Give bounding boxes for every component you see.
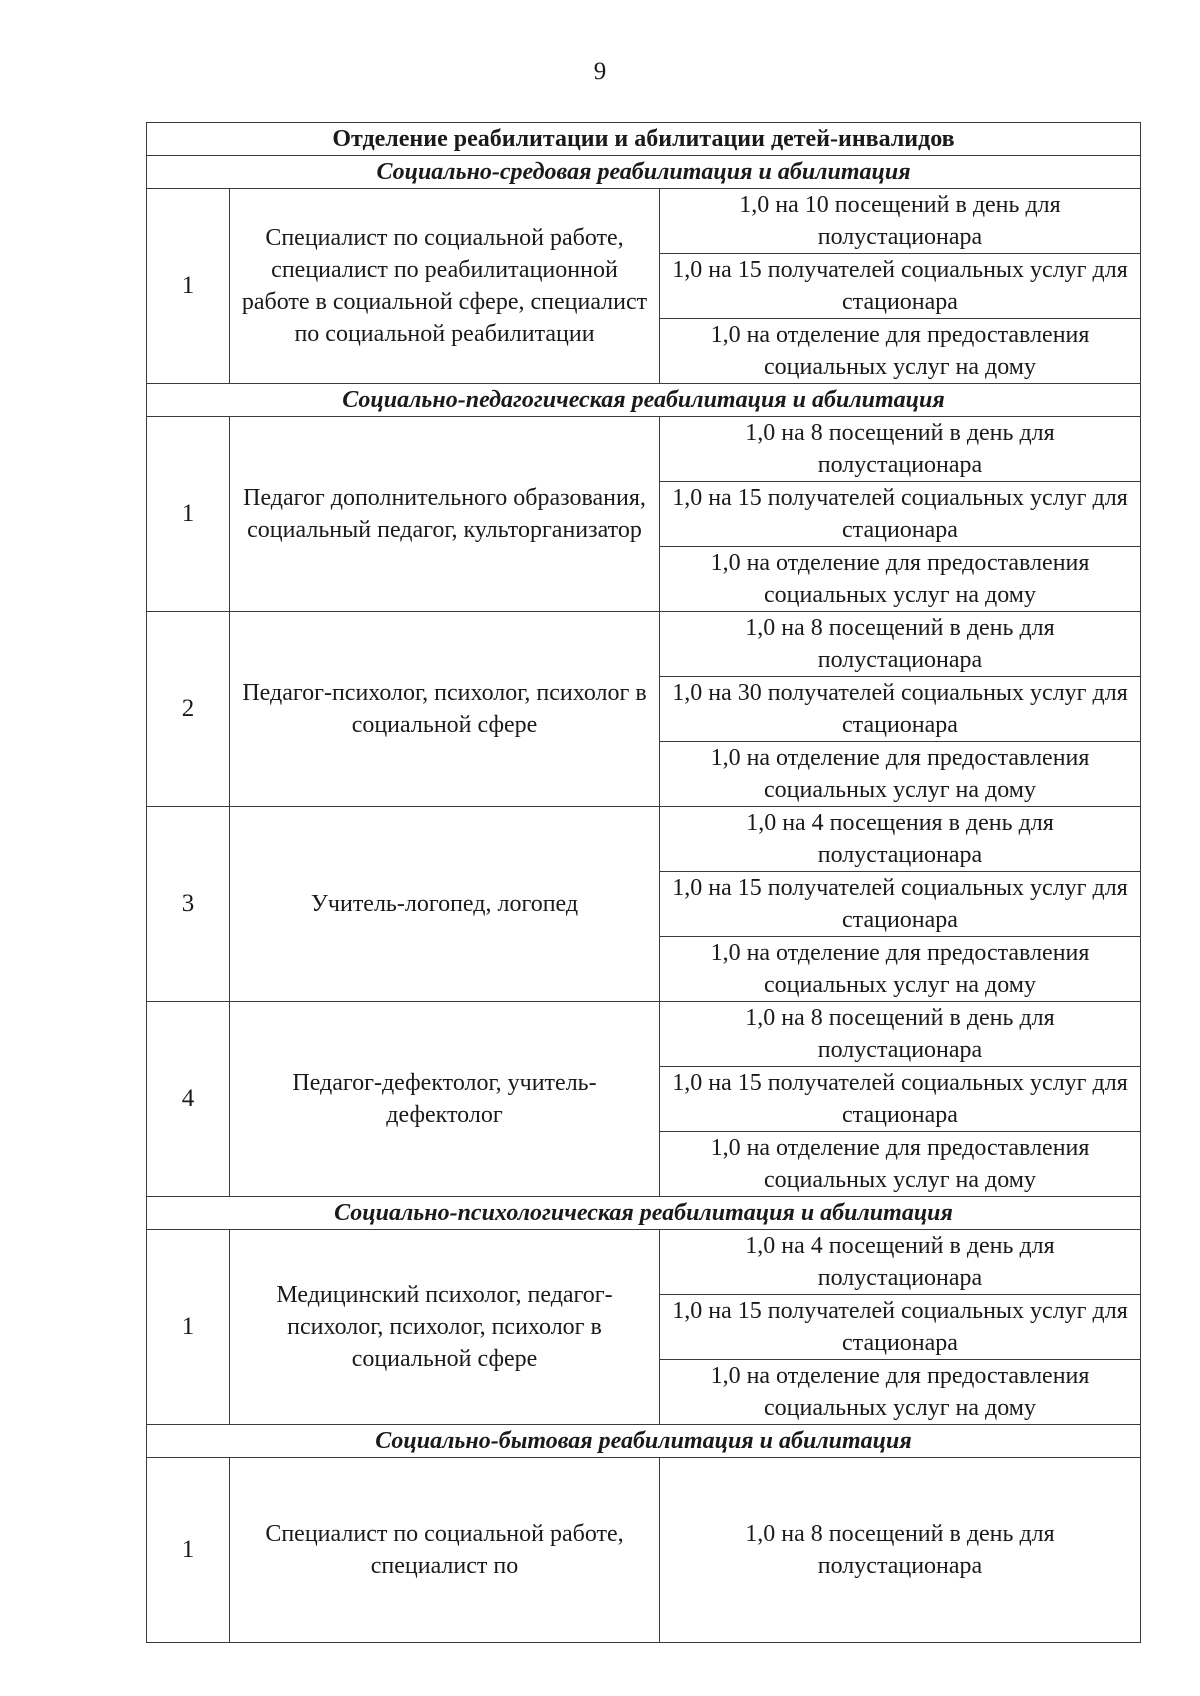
row-number: 1 (147, 189, 230, 384)
row-number: 4 (147, 1002, 230, 1197)
row-number: 1 (147, 1458, 230, 1643)
position-name: Медицинский психолог, педагог-психолог, психолог, психолог в социальной сфере (230, 1230, 660, 1425)
section-row (147, 1197, 1141, 1230)
norm-item: 1,0 на 15 получателей социальных услуг для стационара (660, 481, 1140, 546)
table-row (147, 1002, 1141, 1197)
table-row (147, 612, 1141, 807)
norms-cell (660, 1002, 1141, 1197)
norms-cell (660, 189, 1141, 384)
position-name: Специалист по социальной работе, специалист по (230, 1458, 660, 1643)
norm-item: 1,0 на 4 посещения в день для полустационара (746, 810, 1054, 868)
table-row (147, 189, 1141, 384)
norm-item: 1,0 на 8 посещений в день для полустационара (745, 1521, 1055, 1579)
norm-item: 1,0 на 15 получателей социальных услуг для стационара (660, 253, 1140, 318)
norm-item: 1,0 на отделение для предоставления социальных услуг на дому (660, 936, 1140, 1001)
norm-item: 1,0 на 8 посещений в день для полустационара (745, 1005, 1055, 1063)
section-row (147, 384, 1141, 417)
norm-item: 1,0 на 4 посещений в день для полустационара (745, 1233, 1055, 1291)
table-row (147, 1458, 1141, 1643)
norm-item: 1,0 на отделение для предоставления социальных услуг на дому (660, 546, 1140, 611)
norm-item: 1,0 на отделение для предоставления социальных услуг на дому (660, 1131, 1140, 1196)
norms-cell (660, 1458, 1141, 1643)
section-title: Социально-педагогическая реабилитация и абилитация (147, 384, 1141, 417)
row-number: 2 (147, 612, 230, 807)
position-name: Педагог-психолог, психолог, психолог в социальной сфере (230, 612, 660, 807)
table-body (147, 123, 1141, 1643)
position-name: Специалист по социальной работе, специалист по реабилитационной работе в социальной сфере, специалист по социальной реабилитации (230, 189, 660, 384)
norms-cell (660, 1230, 1141, 1425)
section-row (147, 1425, 1141, 1458)
position-name: Педагог-дефектолог, учитель-дефектолог (230, 1002, 660, 1197)
norm-item: 1,0 на 15 получателей социальных услуг для стационара (660, 871, 1140, 936)
section-title: Социально-психологическая реабилитация и абилитация (147, 1197, 1141, 1230)
section-row (147, 156, 1141, 189)
norm-item: 1,0 на 15 получателей социальных услуг для стационара (660, 1294, 1140, 1359)
norm-item: 1,0 на 8 посещений в день для полустационара (745, 420, 1055, 478)
norm-item: 1,0 на отделение для предоставления социальных услуг на дому (660, 741, 1140, 806)
row-number: 3 (147, 807, 230, 1002)
department-row (147, 123, 1141, 156)
norm-item: 1,0 на отделение для предоставления социальных услуг на дому (660, 318, 1140, 383)
page-number: 9 (593, 58, 607, 85)
norm-item: 1,0 на отделение для предоставления социальных услуг на дому (660, 1359, 1140, 1424)
norm-item: 1,0 на 8 посещений в день для полустационара (745, 615, 1055, 673)
norms-cell (660, 612, 1141, 807)
department-title: Отделение реабилитации и абилитации детей-инвалидов (147, 123, 1141, 156)
table-row (147, 417, 1141, 612)
row-number: 1 (147, 417, 230, 612)
section-title: Социально-средовая реабилитация и абилитация (147, 156, 1141, 189)
table-row (147, 807, 1141, 1002)
row-number: 1 (147, 1230, 230, 1425)
norm-item: 1,0 на 10 посещений в день для полустационара (739, 192, 1061, 250)
section-title: Социально-бытовая реабилитация и абилитация (147, 1425, 1141, 1458)
position-name: Учитель-логопед, логопед (230, 807, 660, 1002)
staffing-table (146, 122, 1141, 1643)
table-row (147, 1230, 1141, 1425)
norm-item: 1,0 на 30 получателей социальных услуг для стационара (660, 676, 1140, 741)
position-name: Педагог дополнительного образования, социальный педагог, культорганизатор (230, 417, 660, 612)
norms-cell (660, 417, 1141, 612)
norms-cell (660, 807, 1141, 1002)
norm-item: 1,0 на 15 получателей социальных услуг для стационара (660, 1066, 1140, 1131)
